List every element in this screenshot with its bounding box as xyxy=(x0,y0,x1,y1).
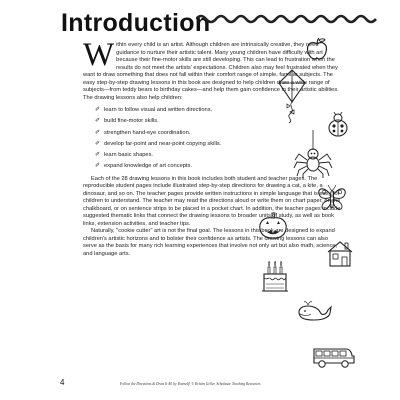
pencil-bullet-icon: ✐ xyxy=(95,163,101,170)
pencil-bullet-icon: ✐ xyxy=(95,107,101,113)
list-item: ✐ build fine-motor skills. xyxy=(95,116,341,127)
birthday-cake-drawing xyxy=(260,260,290,294)
school-bus-drawing xyxy=(312,345,356,369)
paragraph-lessons: Each of the 28 drawing lessons in this book includes both student and teacher pages. The reproducible student pages include illustrated step-by-step directions for drawing a cat, a kite, a dinosaur, and so on. The teacher pages provide written instructions in simple language that is easy for children to understand. The teacher may read the directions aloud or write them on chart paper, on the chalkboard, or on sentence strips to be placed in a pocket chart. In addition, the teacher pages include suggested thematic links that connect the drawing lessons to broader units of study, as well as book links, extension activities, and teacher tips. xyxy=(83,175,341,227)
list-item: ✐ expand knowledge of art concepts. xyxy=(95,161,341,172)
house-drawing xyxy=(325,240,355,268)
paragraph-goal: Naturally, "cookie cutter" art is not the final goal. The lessons in this book are designed to expand children's artistic horizons and to bolster their confidence as artists. The drawing lessons can also serve as the basis for many rich learning experiences that involve not only art but also math, science, and language arts. xyxy=(83,228,338,257)
butterfly-drawing xyxy=(316,182,348,214)
page-number: 4 xyxy=(60,378,65,387)
drop-cap-w: W xyxy=(83,37,115,73)
pencil-bullet-icon: ✐ xyxy=(95,129,101,136)
jack-o-lantern-drawing xyxy=(258,212,288,240)
list-item: ✐ learn basic shapes. xyxy=(95,150,341,161)
kite-drawing xyxy=(272,68,312,124)
pencil-bullet-icon: ✐ xyxy=(95,140,101,147)
intro-paragraph-text: ithin every child is an artist. Although children are intrinsically creative, they need guidance to nurture their artistic talent. Many young children have difficulty with art because their fine-motor skills are still developing. This can lead to frustration when the results do not meet the artists' expectations. Children also may feel frustrated when they want to draw something that does not fall within their comfort range of simple, familiar subjects. The easy step-by-step drawing lessons in this book are designed to help children draw a wide range of subjects—from teddy bears to birthday cakes—and help them gain confidence in their artistic abilities. The drawing lessons also help children: xyxy=(83,42,339,101)
list-item: ✐ develop far-point and near-point copying skills. xyxy=(95,139,341,150)
whale-drawing xyxy=(296,300,332,322)
list-item: ✐ learn to follow visual and written directions. xyxy=(95,105,341,116)
wavy-line-decoration xyxy=(196,10,380,24)
apple-drawing xyxy=(304,36,330,62)
pencil-bullet-icon: ✐ xyxy=(95,152,101,159)
list-item: ✐ strengthen hand-eye coordination. xyxy=(95,128,341,139)
footer-credit: Follow the Directions & Draw It All by Yourself! © Kristin Geller, Scholastic Teaching Resources xyxy=(120,382,261,386)
page-title: Introduction xyxy=(61,9,211,37)
pencil-bullet-icon: ✐ xyxy=(95,118,101,125)
spider-drawing xyxy=(291,130,335,178)
